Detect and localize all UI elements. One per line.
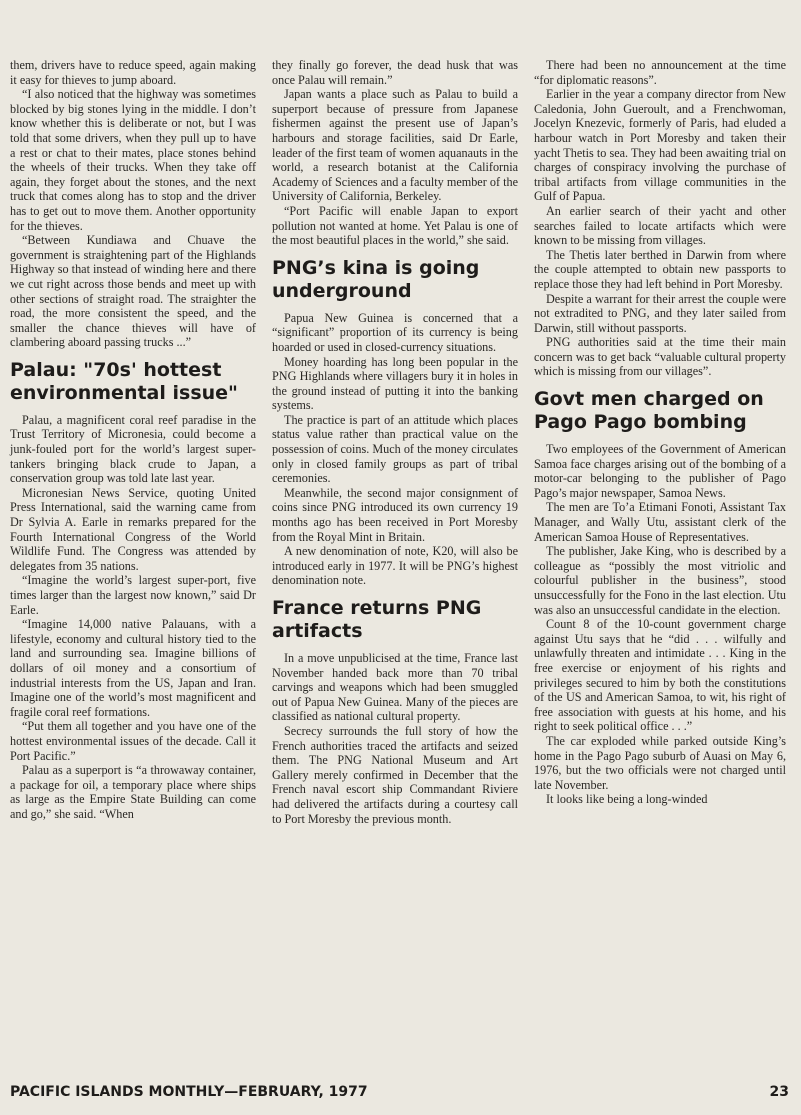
footer-publication: PACIFIC ISLANDS MONTHLY—FEBRUARY, 1977 xyxy=(10,1084,368,1100)
column-3 xyxy=(534,58,786,807)
article-paragraph: The car exploded while parked outside King’s home in the Pago Pago suburb of Auasi on May 6, 1976, but the two officials were not charged until late November. xyxy=(534,733,786,792)
article-paragraph: Earlier in the year a company director from New Caledonia, John Gueroult, and a Frenchwoman, Jocelyn Knezevic, formerly of Paris, had eluded a harbour watch in Port Moresby and taken their yacht Thetis to sea. They had been awaiting trial on charges of conspiracy involving the purchase of tribal artifacts from village communities in the Gulf of Papua. xyxy=(534,87,786,204)
article-paragraph: “Put them all together and you have one of the hottest environmental issues of the decade. Call it Port Pacific.” xyxy=(10,719,256,763)
column-2 xyxy=(272,58,518,826)
article-paragraph: The men are To’a Etimani Fonoti, Assistant Tax Manager, and Wally Utu, assistant clerk of the American Samoa House of Representatives. xyxy=(534,500,786,544)
article-paragraph: “Imagine 14,000 native Palauans, with a lifestyle, economy and cultural history tied to the land and surrounding sea. Imagine billions of dollars of oil money and a consortium of industrial interests from the US, Japan and Iran. Imagine one of the world’s most magnificent and fragile coral reef formations. xyxy=(10,617,256,719)
article-headline: Palau: "70s' hottest environmental issue" xyxy=(10,358,238,404)
page-number: 23 xyxy=(769,1084,789,1100)
article-paragraph: “I also noticed that the highway was sometimes blocked by big stones lying in the middle. I don’t know whether this is deliberate or not, but I was told that some drivers, when they pull up to have a rest or chat to their mates, place stones behind the wheels of their trucks. When they take off again, they forget about the stones, and the next truck that comes along has to stop and the driver has to get out to move them. Another opportunity for the thieves. xyxy=(10,87,256,233)
article-paragraph: Japan wants a place such as Palau to build a superport because of pressure from Japanese fishermen against the present use of Japan’s harbours and storage facilities, said Dr Earle, leader of the first team of women aquanauts in the world, a research botanist at the California Academy of Sciences and a faculty member of the University of California, Berkeley. xyxy=(272,87,518,204)
article-paragraph: “Imagine the world’s largest super-port, five times larger than the largest now known,” said Dr Earle. xyxy=(10,573,256,617)
article-paragraph: Papua New Guinea is concerned that a “significant” proportion of its currency is being hoarded or used in closed-currency situations. xyxy=(272,310,518,354)
column-1 xyxy=(10,58,256,822)
article-paragraph: “Between Kundiawa and Chuave the government is straightening part of the Highlands Highway so that instead of winding here and there we cut right across those bends and meet up with other sections of straight road. The straighter the road, the more consistent the speed, and the smaller the chance thieves will have of clambering aboard passing trucks ...” xyxy=(10,233,256,350)
article-headline: France returns PNG artifacts xyxy=(272,597,482,642)
article-paragraph: Secrecy surrounds the full story of how the French authorities traced the artifacts and seized them. The PNG National Museum and Art Gallery merely confirmed in December that the French naval escort ship Commandant Riviere had delivered the artifacts during a courtesy call to Port Moresby the previous month. xyxy=(272,723,518,826)
article-paragraph: Palau, a magnificent coral reef paradise in the Trust Territory of Micronesia, could become a junk-fouled port for the world’s largest super-tankers bringing black crude to Japan, a conservation group was told late last year. xyxy=(10,412,256,486)
article-paragraph: In a move unpublicised at the time, France last November handed back more than 70 tribal carvings and weapons which had been smuggled out of Papua New Guinea. Many of the pieces are classified as national cultural property. xyxy=(272,651,518,724)
article-paragraph: An earlier search of their yacht and other searches failed to locate artifacts which were known to be missing from villages. xyxy=(534,203,786,248)
article-paragraph: Two employees of the Government of American Samoa face charges arising out of the bombing of a motor-car belonging to the publisher of Pago Pago’s major newspaper, Samoa News. xyxy=(534,442,786,500)
article-paragraph: Count 8 of the 10-count government charge against Utu says that he “did . . . wilfully and unlawfully threaten and intimidate . . . King in the free exercise or enjoyment of his rights and privileges secured to him by both the constitutions of the US and American Samoa, to wit, his right of free association with guests at his home, and his right to seek political office . . .” xyxy=(534,617,786,734)
article-paragraph: Money hoarding has long been popular in the PNG Highlands where villagers bury it in holes in the ground instead of putting it into the banking systems. xyxy=(272,354,518,413)
article-paragraph: them, drivers have to reduce speed, again making it easy for thieves to jump aboard. xyxy=(10,58,256,87)
article-paragraph: Despite a warrant for their arrest the couple were not extradited to PNG, and they later sailed from Darwin, still without passports. xyxy=(534,291,786,335)
article-paragraph: There had been no announcement at the time “for diplomatic reasons”. xyxy=(534,58,786,87)
page-footer xyxy=(10,1084,789,1100)
article-paragraph: “Port Pacific will enable Japan to export pollution not wanted at home. Yet Palau is one of the most beautiful places in the world,” she said. xyxy=(272,203,518,248)
article-paragraph: Meanwhile, the second major consignment of coins since PNG introduced its own currency 19 months ago has been received in Port Moresby from the Royal Mint in Britain. xyxy=(272,485,518,544)
article-paragraph: It looks like being a long-winded xyxy=(546,792,708,807)
article-paragraph: The Thetis later berthed in Darwin from where the couple attempted to obtain new passports to replace those they had left behind in Port Moresby. xyxy=(534,247,786,291)
article-paragraph: A new denomination of note, K20, will also be introduced early in 1977. It will be PNG’s highest denomination note. xyxy=(272,544,518,588)
article-paragraph: The publisher, Jake King, who is described by a colleague as “possibly the most vitriolic and colourful publisher in the business”, stood unsuccessfully for the Fono in the last election. Utu was also an unsuccessful candidate in the election. xyxy=(534,544,786,617)
article-headline: PNG’s kina is going underground xyxy=(272,256,480,302)
article-paragraph: The practice is part of an attitude which places status value rather than practical value on the possession of coins. Much of the money circulates only in closed family groups as part of tribal ceremonies. xyxy=(272,412,518,486)
article-headline: Govt men charged on Pago Pago bombing xyxy=(534,388,764,434)
article-paragraph: PNG authorities said at the time their main concern was to get back “valuable cultural property which is missing from our villages”. xyxy=(534,335,786,379)
article-paragraph: Palau as a superport is “a throwaway container, a package for oil, a temporary place where ships as large as the Empire State Building can come and go,” she said. “When xyxy=(10,763,256,821)
article-paragraph: they finally go forever, the dead husk that was once Palau will remain.” xyxy=(272,58,518,87)
article-paragraph: Micronesian News Service, quoting United Press International, said the warning came from Dr Sylvia A. Earle in remarks prepared for the Fourth International Congress of the World Wildlife Fund. The Congress was attended by delegates from 35 nations. xyxy=(10,485,256,573)
